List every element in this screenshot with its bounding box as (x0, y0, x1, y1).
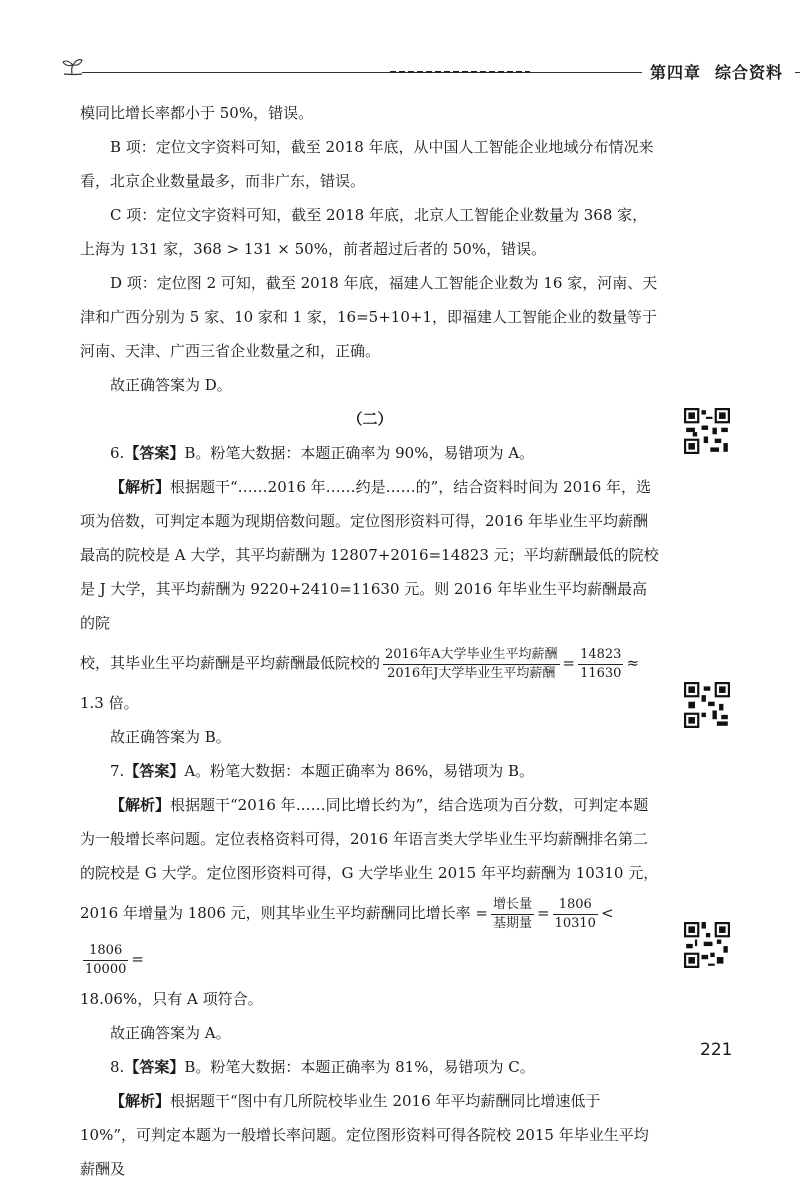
answer-text: B。粉笔大数据：本题正确率为 90%，易错项为 A。 (184, 444, 535, 462)
page-header (60, 56, 784, 86)
formula-prefix: 校，其毕业生平均薪酬是平均薪酬最低院校的 (80, 654, 381, 672)
answer-text: A。粉笔大数据：本题正确率为 86%，易错项为 B。 (184, 762, 535, 780)
fraction-denominator: 2016年J大学毕业生平均薪酬 (387, 665, 556, 681)
formula-line (80, 890, 660, 982)
qr-code-icon[interactable] (684, 922, 730, 968)
analysis-label: 【解析】 (110, 796, 171, 814)
formula-prefix: 2016 年增量为 1806 元，则其毕业生平均薪酬同比增长率 = (80, 904, 488, 922)
header-dash (390, 71, 530, 73)
chapter-name: 综合资料 (715, 63, 784, 82)
paragraph: B 项：定位文字资料可知，截至 2018 年底，从中国人工智能企业地域分布情况来看，北京企业数量最多，而非广东，错误。 (80, 138, 654, 190)
approx-sign: ≈ (626, 654, 640, 672)
answer-line (80, 1050, 660, 1084)
sprout-icon (60, 56, 86, 82)
analysis-text: 根据题干“图中有几所院校毕业生 2016 年平均薪酬同比增速低于 10%”，可判定本题为一般增长率问题。定位图形资料可得各院校 2015 年毕业生平均薪酬及 (80, 1092, 649, 1178)
analysis-label: 【解析】 (110, 1092, 171, 1110)
fraction-numerator: 1806 (553, 896, 598, 915)
fraction (553, 896, 598, 933)
answer-text: B。粉笔大数据：本题正确率为 81%，易错项为 C。 (184, 1058, 535, 1076)
paragraph: 模同比增长率都小于 50%，错误。 (80, 104, 314, 122)
equals-sign: = (537, 904, 550, 922)
fraction (83, 942, 128, 979)
page-number: 221 (700, 1040, 733, 1060)
fraction-denominator: 10310 (554, 915, 596, 931)
equals-sign: = (131, 950, 144, 968)
answer-line (80, 436, 660, 470)
paragraph: C 项：定位文字资料可知，截至 2018 年底，北京人工智能企业数量为 368 家，上海为 131 家，368 > 131 × 50%，前者超过后者的 50%，错误。 (80, 206, 648, 258)
question-number: 6. (110, 444, 125, 462)
analysis-paragraph (80, 1084, 660, 1186)
fraction-numerator: 14823 (578, 646, 623, 665)
answer-label: 【答案】 (124, 1058, 185, 1076)
chapter-number: 第四章 (650, 63, 702, 82)
paragraph: 18.06%，只有 A 项符合。 (80, 990, 263, 1008)
formula-line (80, 640, 660, 686)
header-rule-tail (795, 72, 800, 73)
analysis-text: 根据题干“……2016 年……约是……的”，结合资料时间为 2016 年，选项为倍数，可判定本题为现期倍数问题。定位图形资料可得，2016 年毕业生平均薪酬最高的院校是 A 大学，其平均薪酬为 12807+2016=14823 元；平均薪酬最低的院校是 J 大学，其平均薪酬为 9220+2410=11630 元。则 2016 年毕业生平均薪酬最高的院 (80, 478, 659, 632)
qr-code-icon[interactable] (684, 408, 730, 454)
chapter-title (650, 60, 783, 83)
question-number: 8. (110, 1058, 125, 1076)
paragraph: 故正确答案为 D。 (110, 376, 232, 394)
equals-sign: = (562, 654, 576, 672)
paragraph: D 项：定位图 2 可知，截至 2018 年底，福建人工智能企业数为 16 家，河南、天津和广西分别为 5 家、10 家和 1 家，16=5+10+1，即福建人工智能企业的数量等于河南、天津、广西三省企业数量之和，正确。 (80, 274, 658, 360)
fraction (383, 646, 559, 683)
conclusion: 故正确答案为 B。 (110, 728, 231, 746)
answer-label: 【答案】 (124, 444, 185, 462)
fraction-denominator: 11630 (580, 665, 622, 681)
section-heading: （二） (347, 410, 393, 428)
paragraph: 1.3 倍。 (80, 694, 139, 712)
fraction (491, 896, 534, 933)
answer-label: 【答案】 (124, 762, 185, 780)
less-than-sign: < (600, 904, 614, 922)
fraction (578, 646, 623, 683)
analysis-label: 【解析】 (110, 478, 171, 496)
answer-line (80, 754, 660, 788)
page-content (80, 96, 660, 1186)
qr-code-icon[interactable] (684, 682, 730, 728)
question-number: 7. (110, 762, 125, 780)
conclusion: 故正确答案为 A。 (110, 1024, 231, 1042)
fraction-denominator: 基期量 (493, 915, 533, 931)
fraction-numerator: 增长量 (491, 896, 534, 915)
fraction-numerator: 1806 (83, 942, 128, 961)
analysis-paragraph (80, 788, 660, 890)
fraction-numerator: 2016年A大学毕业生平均薪酬 (383, 646, 559, 665)
header-rule (82, 72, 642, 73)
fraction-denominator: 10000 (85, 961, 127, 977)
analysis-text: 根据题干“2016 年……同比增长约为”，结合选项为百分数，可判定本题为一般增长率问题。定位表格资料可得，2016 年语言类大学毕业生平均薪酬排名第二的院校是 G 大学。定位图形资料可得，G 大学毕业生 2015 年平均薪酬为 10310 元， (80, 796, 659, 882)
analysis-paragraph (80, 470, 660, 640)
